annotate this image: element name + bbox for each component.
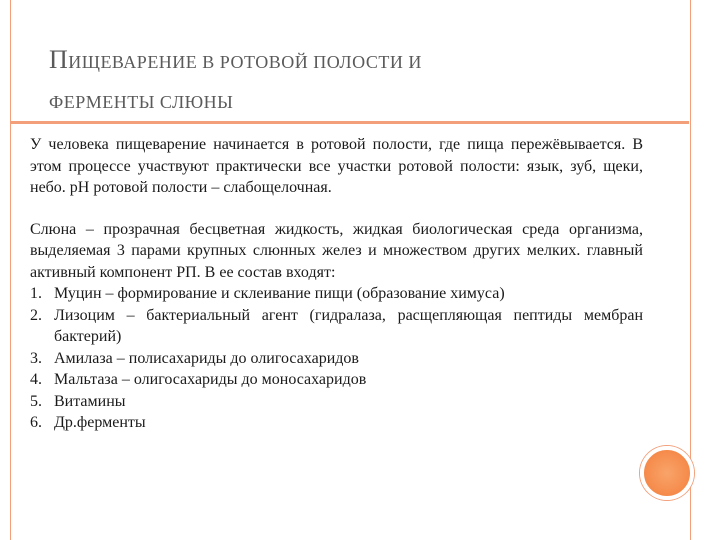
list-item xyxy=(30,412,643,434)
list-item xyxy=(30,283,643,305)
list-number: 4. xyxy=(30,371,42,388)
decorative-circle-icon xyxy=(640,446,694,500)
list-item xyxy=(30,391,643,413)
list-text: Муцин – формирование и склеивание пищи (образование химуса) xyxy=(54,285,505,302)
title-line-1-text: ИЩЕВАРЕНИЕ В РОТОВОЙ ПОЛОСТИ И xyxy=(68,52,422,72)
slide-title xyxy=(49,40,649,122)
slide-body xyxy=(30,134,643,434)
title-divider xyxy=(11,121,689,124)
paragraph-spacer xyxy=(30,199,643,219)
list-number: 2. xyxy=(30,306,42,324)
enzyme-list xyxy=(30,283,643,434)
paragraph-intro: У человека пищеварение начинается в ротовой полости, где пища пережёвывается. В этом процессе участвуют практически все участки ротовой полости: язык, зуб, щеки, небо. рН ротовой полости – слабощелочная. xyxy=(30,136,643,196)
list-text: Лизоцим – бактериальный агент (гидралаза, расщепляющая пептиды мембран бактерий) xyxy=(54,306,643,345)
list-text: Амилаза – полисахариды до олигосахаридов xyxy=(54,349,359,367)
list-item xyxy=(30,305,643,348)
frame-left-border xyxy=(10,0,11,540)
list-item xyxy=(30,348,643,370)
list-text: Др.ферменты xyxy=(54,414,146,431)
list-number: 6. xyxy=(30,414,42,431)
list-item xyxy=(30,369,643,391)
list-text: Витамины xyxy=(54,392,126,410)
list-text: Мальтаза – олигосахариды до моносахаридов xyxy=(54,371,367,388)
title-initial: П xyxy=(49,45,69,74)
list-number: 5. xyxy=(30,392,42,410)
title-line-2: ФЕРМЕНТЫ СЛЮНЫ xyxy=(49,92,234,112)
list-number: 1. xyxy=(30,285,42,302)
paragraph-saliva: Слюна – прозрачная бесцветная жидкость, жидкая биологическая среда организма, выделяемая 3 парами крупных слюнных желез и множеством других мелких. главный активный компонент РП. В ее состав входят: xyxy=(30,220,643,281)
title-line-1 xyxy=(49,40,649,82)
list-number: 3. xyxy=(30,349,42,367)
